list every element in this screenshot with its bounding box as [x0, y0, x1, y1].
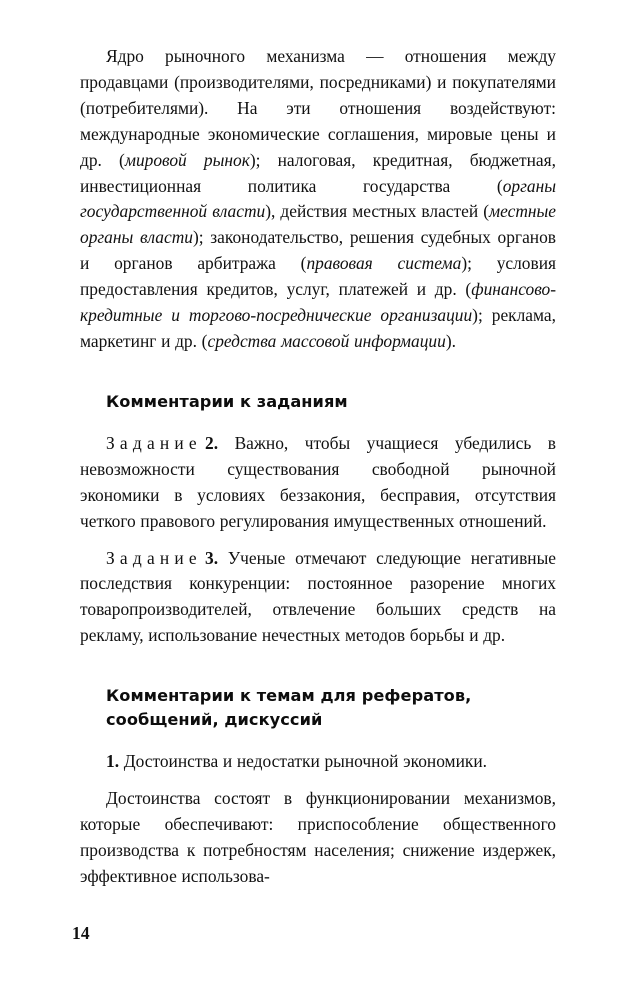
paragraph-assignment-3: [80, 546, 556, 650]
paragraph-market-mechanism: [80, 44, 556, 355]
paragraph-assignment-2: [80, 431, 556, 535]
paragraph-topic-1: [80, 749, 556, 775]
section-heading-essay-topics: [80, 684, 556, 732]
paragraph-text-part: ); налоговая, кредитная, бюджетная, инвестиционная политика государства (: [80, 149, 556, 196]
assignment-label: Задание: [106, 547, 202, 568]
assignment-label: Задание: [106, 432, 202, 453]
paragraph-text-part: Достоинства состоят в функционировании механизмов, которые обеспечивают: приспособление общественного производства к потребностям населения; снижение издержек, эффективное использова-: [80, 788, 556, 886]
paragraph-text-part: ); условия предоставления кредитов, услуг, платежей и др. (: [80, 253, 557, 300]
paragraph-text-part: Ученые отмечают следующие негативные последствия конкуренции: постоянное разорение многих товаропроизводителей, отвлечение больших средств на рекламу, использование нечестных методов борьбы и др.: [80, 547, 556, 646]
heading-line-2: сообщений, дискуссий: [106, 710, 323, 730]
paragraph-text-part: ); реклама, маркетинг и др. (: [80, 305, 556, 351]
paragraph-text-part: ).: [445, 330, 456, 351]
text-column: [80, 44, 556, 890]
section-heading-assignments: Комментарии к заданиям: [106, 391, 348, 411]
paragraph-text-part: Ядро рыночного механизма — отношения между продавцами (производителями, посредниками) и покупателями (потребителями). На эти отношения воздействуют: международные экономические соглашения, мировые цены и др. (: [80, 46, 556, 170]
page-number: 14: [72, 923, 90, 943]
emphasis-financial-organizations: финансово-кредитные и торгово-посреднические организации: [80, 279, 556, 326]
paragraph-text-part: ), действия местных властей (: [265, 201, 490, 222]
paragraph-text-part: Достоинства и недостатки рыночной экономики.: [123, 751, 487, 772]
topic-number: 1.: [106, 751, 120, 772]
emphasis-state-authorities: органы государственной власти: [80, 175, 556, 222]
heading-line-1: Комментарии к темам для рефератов,: [106, 686, 472, 706]
assignment-number: 2.: [205, 432, 219, 453]
emphasis-world-market: мировой рынок: [124, 149, 250, 170]
assignment-number: 3.: [205, 547, 219, 568]
emphasis-legal-system: правовая система: [306, 253, 462, 274]
paragraph-text-part: ); законодательство, решения судебных органов и органов арбитража (: [80, 227, 556, 274]
emphasis-local-authorities: местные органы власти: [80, 201, 557, 248]
paragraph-advantages: [80, 786, 556, 890]
paragraph-text-part: Важно, чтобы учащиеся убедились в невозможности существования свободной рыночной экономики в условиях беззакония, бесправия, отсутствия четкого правового регулирования имущественных отношений.: [80, 432, 556, 531]
emphasis-mass-media: средства массовой информации: [207, 330, 446, 351]
